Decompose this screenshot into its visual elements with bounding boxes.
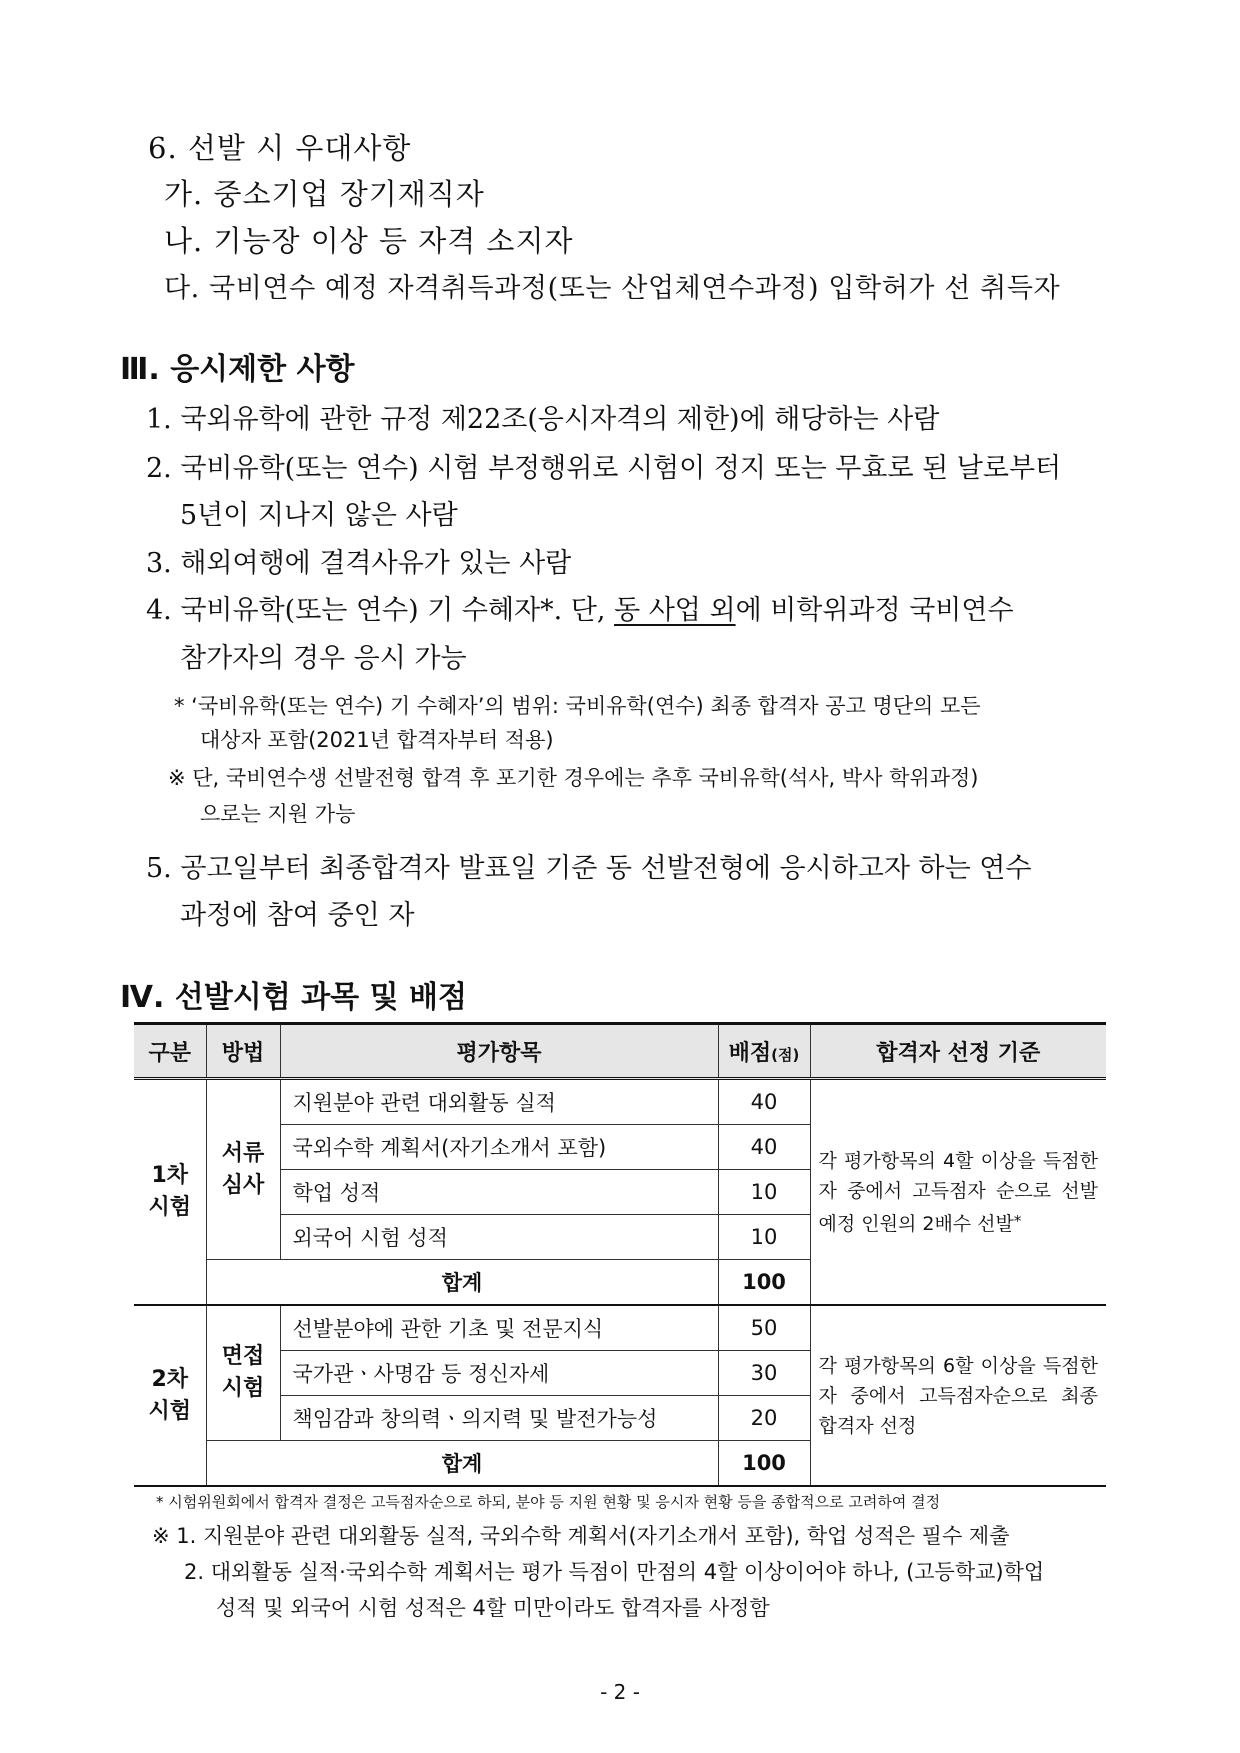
th-score	[718, 1024, 810, 1079]
th-category: 구분	[134, 1024, 206, 1079]
stage2-item-3: 책임감과 창의력ㆍ의지력 및 발전가능성	[280, 1396, 718, 1441]
stage2-score-2: 30	[718, 1351, 810, 1396]
table-row	[134, 1079, 1106, 1125]
stage2-item-2: 국가관ㆍ사명감 등 정신자세	[280, 1351, 718, 1396]
sec4-note2-line1: 2. 대외활동 실적·국외수학 계획서는 평가 득점이 만점의 4할 이상이어야 하나, (고등학교)학업	[184, 1560, 1045, 1584]
stage1-method: 서류 심사	[206, 1079, 280, 1260]
sec3-item1: 1. 국외유학에 관한 규정 제22조(응시자격의 제한)에 해당하는 사람	[146, 404, 940, 435]
score-table	[134, 1022, 1106, 1487]
stage1-total-label: 합계	[206, 1260, 718, 1306]
stage1-score-2: 40	[718, 1125, 810, 1170]
sec3-item3: 3. 해외여행에 결격사유가 있는 사람	[146, 548, 572, 579]
table-header-row	[134, 1024, 1106, 1079]
sec4-note1: ※ 1. 지원분야 관련 대외활동 실적, 국외수학 계획서(자기소개서 포함), 학업 성적은 필수 제출	[152, 1524, 1010, 1548]
stage1-item-1: 지원분야 관련 대외활동 실적	[280, 1079, 718, 1125]
sec3-item4-pre: 4. 국비유학(또는 연수) 기 수혜자*. 단,	[146, 595, 615, 626]
stage2-total: 100	[718, 1441, 810, 1487]
stage2-item-1: 선발분야에 관한 기초 및 전문지식	[280, 1305, 718, 1351]
stage1-name: 1차 시험	[134, 1079, 206, 1306]
sec6-item-ga: 가. 중소기업 장기재직자	[164, 177, 485, 211]
sec3-note-star-line2: 대상자 포함(2021년 합격자부터 적용)	[200, 728, 554, 752]
sec6-title: 6. 선발 시 우대사항	[148, 131, 412, 165]
sec3-item2-line1: 2. 국비유학(또는 연수) 시험 부정행위로 시험이 정지 또는 무효로 된 날로부터	[146, 453, 1062, 484]
th-score-label: 배점	[728, 1040, 772, 1066]
th-method: 방법	[206, 1024, 280, 1079]
sec3-item4-post: 에 비학위과정 국비연수	[735, 595, 1014, 626]
stage2-name: 2차 시험	[134, 1305, 206, 1486]
sec3-item2-line2: 5년이 지나지 않은 사람	[180, 500, 458, 531]
table-row	[134, 1305, 1106, 1351]
stage1-score-4: 10	[718, 1215, 810, 1260]
sec3-note-ref-line2: 으로는 지원 가능	[200, 802, 356, 826]
sec3-item4-line2: 참가자의 경우 응시 가능	[180, 643, 467, 674]
stage2-method: 면접 시험	[206, 1305, 280, 1441]
stage1-item-3: 학업 성적	[280, 1170, 718, 1215]
stage2-score-1: 50	[718, 1305, 810, 1351]
page-number: - 2 -	[600, 1680, 640, 1704]
sec6-item-na: 나. 기능장 이상 등 자격 소지자	[164, 224, 574, 258]
stage2-total-label: 합계	[206, 1441, 718, 1487]
th-score-unit: (점)	[771, 1045, 800, 1064]
stage1-score-1: 40	[718, 1079, 810, 1125]
sec6-item-da: 다. 국비연수 예정 자격취득과정(또는 산업체연수과정) 입학허가 선 취득자	[164, 273, 1061, 304]
stage1-criteria-text: 각 평가항목의 4할 이상을 득점한 자 중에서 고득점자 순으로 선발예정 인원의 2배수 선발	[818, 1149, 1098, 1235]
sec3-item4-underlined: 동 사업 외	[614, 595, 736, 626]
stage1-item-2: 국외수학 계획서(자기소개서 포함)	[280, 1125, 718, 1170]
sec4-footnote: * 시험위원회에서 합격자 결정은 고득점자순으로 하되, 분야 등 지원 현황 및 응시자 현황 등을 종합적으로 고려하여 결정	[156, 1493, 941, 1511]
sec4-note2-line2: 성적 및 외국어 시험 성적은 4할 미만이라도 합격자를 사정함	[216, 1596, 770, 1620]
stage2-criteria: 각 평가항목의 6할 이상을 득점한 자 중에서 고득점자순으로 최종 합격자 선정	[810, 1305, 1106, 1486]
stage2-score-3: 20	[718, 1396, 810, 1441]
sec4-title: Ⅳ. 선발시험 과목 및 배점	[120, 980, 467, 1015]
stage1-score-3: 10	[718, 1170, 810, 1215]
th-item: 평가항목	[280, 1024, 718, 1079]
stage1-item-4: 외국어 시험 성적	[280, 1215, 718, 1260]
stage1-criteria	[810, 1079, 1106, 1306]
sec3-note-star-line1: * ‘국비유학(또는 연수) 기 수혜자’의 범위: 국비유학(연수) 최종 합격자 공고 명단의 모든	[174, 694, 981, 718]
sec3-item4-line1	[146, 588, 1014, 627]
stage1-criteria-mark: *	[1013, 1211, 1022, 1230]
sec3-note-ref-line1: ※ 단, 국비연수생 선발전형 합격 후 포기한 경우에는 추후 국비유학(석사, 박사 학위과정)	[168, 766, 979, 790]
sec3-item5-line2: 과정에 참여 중인 자	[180, 900, 415, 931]
sec3-title: Ⅲ. 응시제한 사항	[120, 352, 355, 387]
sec3-item5-line1: 5. 공고일부터 최종합격자 발표일 기준 동 선발전형에 응시하고자 하는 연수	[146, 853, 1032, 884]
stage1-total: 100	[718, 1260, 810, 1306]
th-criteria: 합격자 선정 기준	[810, 1024, 1106, 1079]
